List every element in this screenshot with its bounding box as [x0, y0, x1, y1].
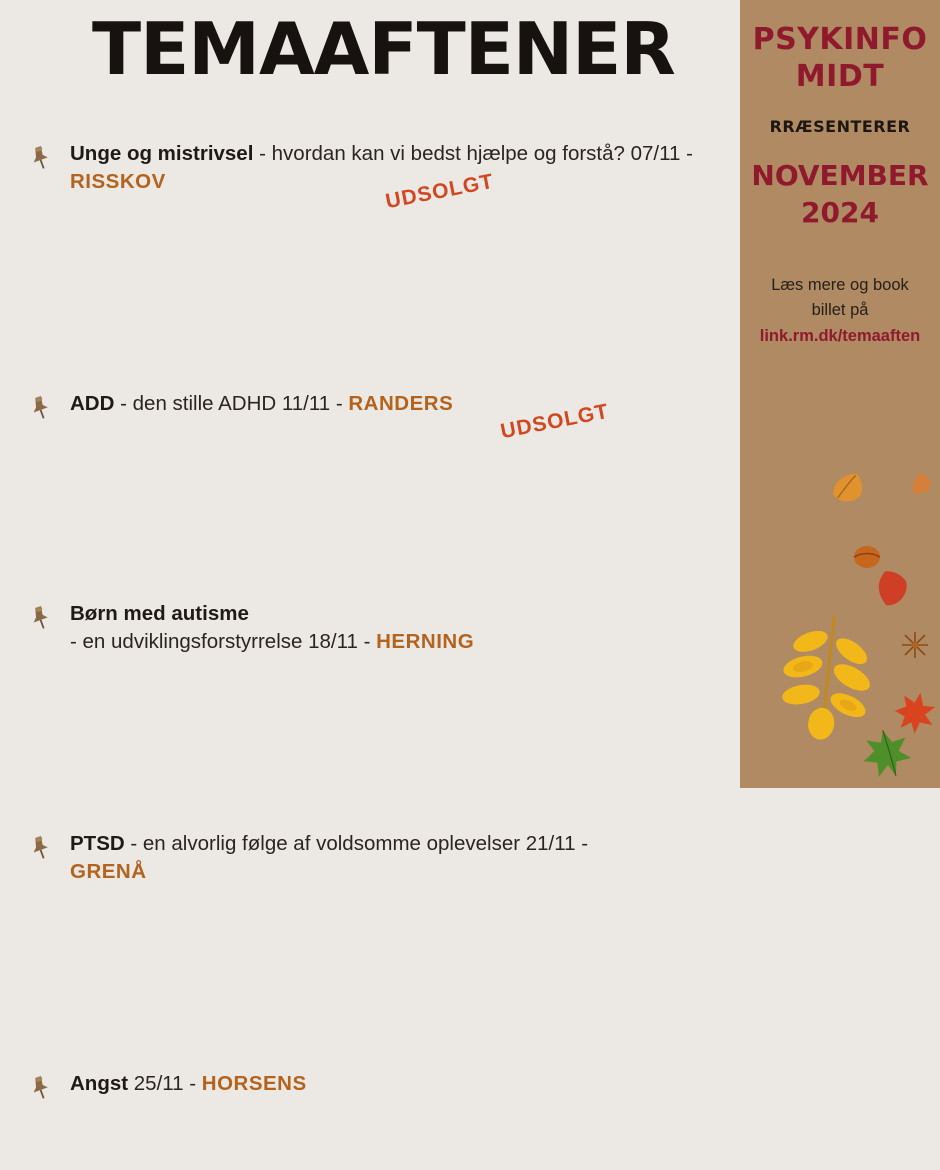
event-description: 25/11 - — [128, 1072, 202, 1095]
brand-line-2: MIDT — [795, 58, 885, 94]
page-title: TEMAAFTENER — [92, 7, 675, 91]
status-badge: UDSOLGT — [498, 399, 611, 444]
event-title: PTSD — [70, 832, 125, 855]
leaf-icon — [872, 568, 912, 615]
event-city: HORSENS — [201, 1072, 307, 1095]
list-item[interactable] — [0, 140, 740, 240]
leaf-icon — [828, 470, 870, 515]
booking-link[interactable]: link.rm.dk/temaaften — [759, 327, 921, 346]
event-text — [70, 1070, 730, 1098]
leaf-icon — [900, 630, 930, 665]
booking-info — [740, 273, 940, 349]
event-list — [0, 140, 740, 1095]
event-title: Unge og mistrivsel — [70, 142, 254, 165]
list-item[interactable] — [0, 600, 740, 700]
leaf-icon — [772, 610, 882, 745]
month-label: NOVEMBER — [751, 159, 929, 193]
pushpin-icon — [26, 604, 54, 632]
brand-name — [740, 22, 940, 95]
booking-line-2: billet på — [811, 300, 869, 319]
event-description: - hvordan kan vi bedst hjælpe og forstå? 07/11 - — [253, 142, 693, 165]
event-description: - en alvorlig følge af voldsomme oplevelser 21/11 - — [124, 832, 589, 855]
poster-sidebar — [740, 0, 940, 788]
leaf-icon — [860, 728, 914, 785]
status-badge: UDSOLGT — [383, 169, 496, 214]
leaf-icon — [908, 472, 934, 503]
event-title: ADD — [70, 392, 115, 415]
event-title: Børn med autisme — [70, 602, 249, 625]
presents-label: RRÆSENTERER — [769, 117, 911, 137]
event-description: - en udviklingsforstyrrelse 18/11 - — [70, 629, 377, 653]
pushpin-icon — [26, 834, 54, 862]
event-text — [70, 830, 730, 885]
event-city: GRENÅ — [70, 859, 147, 883]
event-city: RISSKOV — [70, 169, 166, 193]
pushpin-icon — [26, 144, 54, 172]
list-item[interactable] — [0, 390, 740, 490]
event-text — [70, 390, 730, 418]
pushpin-icon — [26, 1074, 54, 1102]
event-city: RANDERS — [348, 392, 454, 415]
event-description: - den stille ADHD 11/11 - — [114, 392, 349, 415]
brand-line-1: PSYKINFO — [752, 22, 928, 57]
event-title: Angst — [70, 1072, 129, 1095]
event-city: HERNING — [376, 629, 475, 653]
pushpin-icon — [26, 394, 54, 422]
date-block — [740, 158, 940, 231]
list-item[interactable] — [0, 830, 740, 930]
year-label: 2024 — [801, 195, 879, 229]
list-item[interactable] — [0, 1070, 740, 1170]
booking-line-1: Læs mere og book — [771, 275, 909, 294]
event-text — [70, 600, 730, 655]
